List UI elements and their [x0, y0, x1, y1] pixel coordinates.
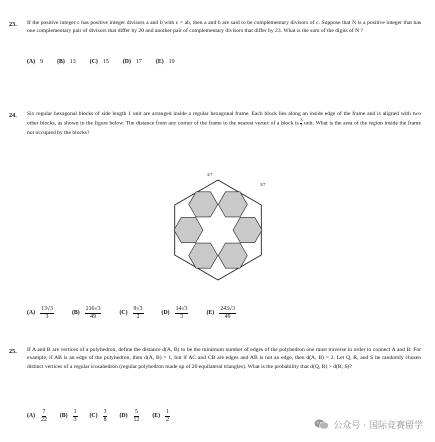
fraction-numerator: 1 [73, 408, 77, 415]
question-number: 24. [9, 112, 17, 119]
fraction-denominator: 3 [73, 416, 77, 423]
fraction-denominator: 7 [300, 123, 303, 128]
choice-letter: (D) [161, 310, 170, 316]
answer-choices [27, 405, 184, 427]
question-text-part: unit. What is the area of the region inside the frame not occupied by the blocks? [27, 120, 422, 136]
fraction-numerator: 3 [300, 117, 303, 123]
choice-fraction [165, 409, 170, 424]
fraction-denominator: 8 [103, 416, 107, 423]
fraction-numerator: 243√3 [220, 305, 235, 312]
fraction-denominator: 12 [133, 416, 140, 423]
choice-letter: (E) [152, 413, 161, 419]
figure-label-top: 3/7 [207, 172, 213, 177]
choice-value: 15 [102, 59, 109, 65]
question-text-part: Six regular hexagonal blocks of side length 1 unit are arranged inside a regular hexagonal frame. Each block lies along an inside edge of the frame and is aligned with two other blocks, as shown in the figure below. The distance from any corner of the frame to the nearest vertex of a block is [27, 111, 421, 127]
fraction-numerator: 9√3 [133, 305, 143, 312]
fraction-denominator: 22 [41, 416, 47, 423]
choice-letter: (B) [59, 413, 68, 419]
fraction-denominator: 49 [224, 313, 231, 320]
choice-letter: (D) [119, 413, 128, 419]
fraction-denominator: 3 [180, 313, 183, 320]
choice-fraction [40, 409, 48, 424]
choice-letter: (C) [89, 413, 98, 419]
fraction-numerator: 1 [166, 408, 169, 415]
fraction-denominator: 2 [136, 313, 140, 320]
fraction-numerator: 14√3 [175, 305, 188, 312]
question-number: 25. [9, 348, 17, 355]
choice-fraction [73, 409, 78, 424]
figure-label-right: 3/7 [260, 182, 266, 187]
fraction-denominator: 3 [45, 313, 49, 320]
fraction-denominator: 2 [166, 416, 169, 423]
choice-letter: (D) [122, 59, 131, 65]
choice-c[interactable] [90, 409, 108, 424]
choice-value: 13 [69, 59, 76, 65]
choice-value: 17 [135, 59, 142, 65]
fraction-numerator: 3 [103, 408, 107, 415]
choice-letter: (A) [27, 413, 36, 419]
question-text: If A and B are vertices of a polyhedron, define the distance d(A, B) to be the minimum number of edges of the polyhedron one must traverse in order to connect A and B. For example, if AB is an edge of the polyhedron, then d(A, B) = 1, but if AC and CB are edges and AB is not an edge, then d(A, B) = 2. Let Q, R, and S be randomly chosen distinct vertices of a regular icosahedron (regular polyhedron made up of 20 equilateral triangles). What is the probability that d(Q, R) > d(R, S)? [27, 347, 421, 370]
fraction-denominator: 49 [90, 313, 96, 320]
choice-letter: (A) [27, 310, 36, 316]
choice-e[interactable] [152, 409, 170, 424]
watermark [314, 418, 423, 431]
watermark-text: 公众号 · 国际竞赛留学 [333, 421, 423, 431]
question-text: If the positive integer c has positive integer divisors a and b with c = ab, then a and b are said to be complementary divisors of c. Suppose that N is a positive integer that has one complementary pair of divisors that differ by 20 and another pair of complementary divisors that differ by 23. What is the sum of the digits of N ? [27, 20, 421, 35]
choice-fraction [133, 409, 141, 424]
wechat-icon [314, 419, 329, 430]
choice-b[interactable] [60, 409, 78, 424]
choice-letter: (B) [71, 310, 80, 316]
fraction-numerator: 5 [134, 408, 138, 415]
choice-letter: (B) [57, 59, 65, 65]
choice-letter: (A) [27, 59, 36, 65]
choice-d[interactable] [119, 409, 140, 424]
choice-fraction [103, 409, 108, 424]
choice-a[interactable] [27, 409, 48, 424]
question-number: 23. [9, 21, 17, 28]
fraction-numerator: 13√3 [41, 305, 53, 312]
fraction-numerator: 7 [42, 408, 46, 415]
choice-letter: (E) [206, 310, 215, 316]
choice-value: 9 [40, 59, 44, 65]
choice-letter: (C) [119, 310, 128, 316]
choice-value: 19 [168, 59, 175, 65]
choice-letter: (C) [89, 59, 98, 65]
fraction-numerator: 216√3 [85, 305, 101, 312]
choice-letter: (E) [155, 59, 164, 65]
